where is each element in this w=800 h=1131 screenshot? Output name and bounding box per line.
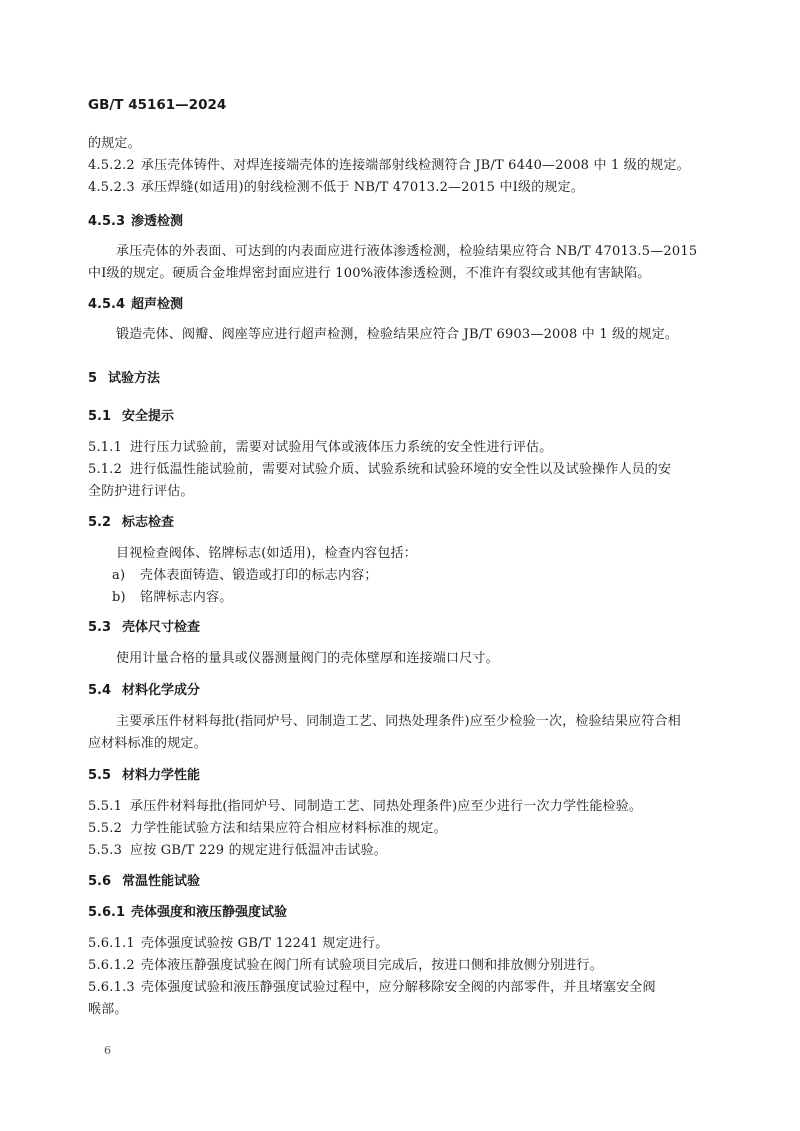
clause-text: 壳体强度试验和液压静强度试验过程中，应分解移除安全阀的内部零件，并且堵塞安全阀 bbox=[140, 980, 656, 995]
list-text: 壳体表面铸造、锻造或打印的标志内容； bbox=[140, 568, 378, 583]
clause-5-5-3 bbox=[88, 839, 387, 858]
list-item-a bbox=[112, 564, 378, 583]
standard-header: GB/T 45161—2024 bbox=[88, 97, 227, 113]
clause-text: 承压焊缝(如适用)的射线检测不低于 NB/T 47013.2—2015 中Ⅰ级的规定。 bbox=[140, 180, 584, 195]
clause-number: 5.1.2 bbox=[88, 462, 123, 477]
heading-text: 安全提示 bbox=[122, 409, 175, 424]
heading-text: 常温性能试验 bbox=[122, 874, 201, 889]
heading-5-3 bbox=[88, 616, 200, 635]
heading-text: 试验方法 bbox=[108, 371, 161, 386]
clause-text: 应按 GB/T 229 的规定进行低温冲击试验。 bbox=[130, 843, 387, 858]
clause-text: 承压壳体铸件、对焊连接端壳体的连接端部射线检测符合 JB/T 6440—2008 中 1 级的规定。 bbox=[140, 158, 690, 173]
heading-number: 5.6 bbox=[88, 874, 112, 889]
clause-number: 4.5.2.2 bbox=[88, 158, 135, 173]
paragraph-line: 应材料标准的规定。 bbox=[88, 736, 207, 751]
heading-text: 材料化学成分 bbox=[122, 683, 201, 698]
page-number: 6 bbox=[104, 1044, 111, 1057]
clause-5-6-1-1 bbox=[88, 932, 388, 951]
heading-number: 4.5.3 bbox=[88, 214, 126, 229]
heading-number: 5.3 bbox=[88, 620, 112, 635]
heading-5-5 bbox=[88, 764, 200, 783]
clause-text: 壳体强度试验按 GB/T 12241 规定进行。 bbox=[140, 936, 389, 951]
clause-text: 壳体液压静强度试验在阀门所有试验项目完成后，按进口侧和排放侧分别进行。 bbox=[140, 958, 603, 973]
paragraph-line: 使用计量合格的量具或仪器测量阀门的壳体壁厚和连接端口尺寸。 bbox=[116, 651, 499, 666]
heading-number: 5.4 bbox=[88, 683, 112, 698]
heading-number: 5.6.1 bbox=[88, 905, 126, 920]
heading-5-6-1 bbox=[88, 901, 287, 920]
clause-number: 5.1.1 bbox=[88, 440, 123, 455]
heading-5 bbox=[88, 367, 160, 386]
heading-number: 5.5 bbox=[88, 768, 112, 783]
paragraph-line: 中Ⅰ级的规定。硬质合金堆焊密封面应进行 100%液体渗透检测，不准许有裂纹或其他有害缺陷。 bbox=[88, 266, 651, 281]
heading-number: 5.1 bbox=[88, 409, 112, 424]
clause-5-6-1-3 bbox=[88, 976, 656, 995]
clause-text: 进行压力试验前，需要对试验用气体或液体压力系统的安全性进行评估。 bbox=[130, 440, 553, 455]
clause-text: 力学性能试验方法和结果应符合相应材料标准的规定。 bbox=[130, 821, 447, 836]
heading-text: 材料力学性能 bbox=[122, 768, 201, 783]
heading-number: 4.5.4 bbox=[88, 297, 126, 312]
clause-number: 5.6.1.3 bbox=[88, 980, 135, 995]
clause-4-5-2-3 bbox=[88, 176, 584, 195]
clause-number: 4.5.2.3 bbox=[88, 180, 135, 195]
heading-number: 5.2 bbox=[88, 515, 112, 530]
heading-text: 超声检测 bbox=[131, 297, 184, 312]
clause-number: 5.6.1.1 bbox=[88, 936, 135, 951]
clause-number: 5.5.1 bbox=[88, 799, 123, 814]
heading-text: 渗透检测 bbox=[131, 214, 184, 229]
heading-5-1 bbox=[88, 405, 174, 424]
heading-4-5-4 bbox=[88, 293, 183, 312]
paragraph-line: 承压壳体的外表面、可达到的内表面应进行液体渗透检测，检验结果应符合 NB/T 47013.5—2015 bbox=[116, 244, 698, 259]
clause-5-1-1 bbox=[88, 436, 552, 455]
heading-text: 壳体强度和液压静强度试验 bbox=[131, 905, 288, 920]
list-text: 铭牌标志内容。 bbox=[140, 590, 233, 605]
clause-5-5-2 bbox=[88, 817, 447, 836]
paragraph-line: 主要承压件材料每批(指同炉号、同制造工艺、同热处理条件)应至少检验一次，检验结果应符合相 bbox=[116, 714, 681, 729]
paragraph-line: 喉部。 bbox=[88, 1002, 128, 1017]
clause-text: 承压件材料每批(指同炉号、同制造工艺、同热处理条件)应至少进行一次力学性能检验。 bbox=[130, 799, 643, 814]
heading-5-6 bbox=[88, 870, 200, 889]
paragraph-line: 目视检查阀体、铭牌标志(如适用)，检查内容包括： bbox=[116, 546, 417, 561]
heading-5-4 bbox=[88, 679, 200, 698]
heading-number: 5 bbox=[88, 371, 98, 386]
clause-4-5-2-2 bbox=[88, 154, 690, 173]
heading-5-2 bbox=[88, 511, 174, 530]
clause-text: 进行低温性能试验前，需要对试验介质、试验系统和试验环境的安全性以及试验操作人员的安 bbox=[130, 462, 672, 477]
heading-text: 壳体尺寸检查 bbox=[122, 620, 201, 635]
clause-5-5-1 bbox=[88, 795, 642, 814]
clause-5-6-1-2 bbox=[88, 954, 603, 973]
clause-number: 5.5.3 bbox=[88, 843, 123, 858]
continuation-text: 的规定。 bbox=[88, 136, 141, 151]
list-marker: b) bbox=[112, 590, 126, 605]
list-item-b bbox=[112, 586, 232, 605]
clause-number: 5.5.2 bbox=[88, 821, 123, 836]
list-marker: a) bbox=[112, 568, 126, 583]
heading-4-5-3 bbox=[88, 210, 183, 229]
clause-5-1-2 bbox=[88, 458, 671, 477]
paragraph-line: 锻造壳体、阀瓣、阀座等应进行超声检测，检验结果应符合 JB/T 6903—2008 中 1 级的规定。 bbox=[116, 327, 679, 342]
clause-number: 5.6.1.2 bbox=[88, 958, 135, 973]
paragraph-line: 全防护进行评估。 bbox=[88, 484, 194, 499]
heading-text: 标志检查 bbox=[122, 515, 175, 530]
